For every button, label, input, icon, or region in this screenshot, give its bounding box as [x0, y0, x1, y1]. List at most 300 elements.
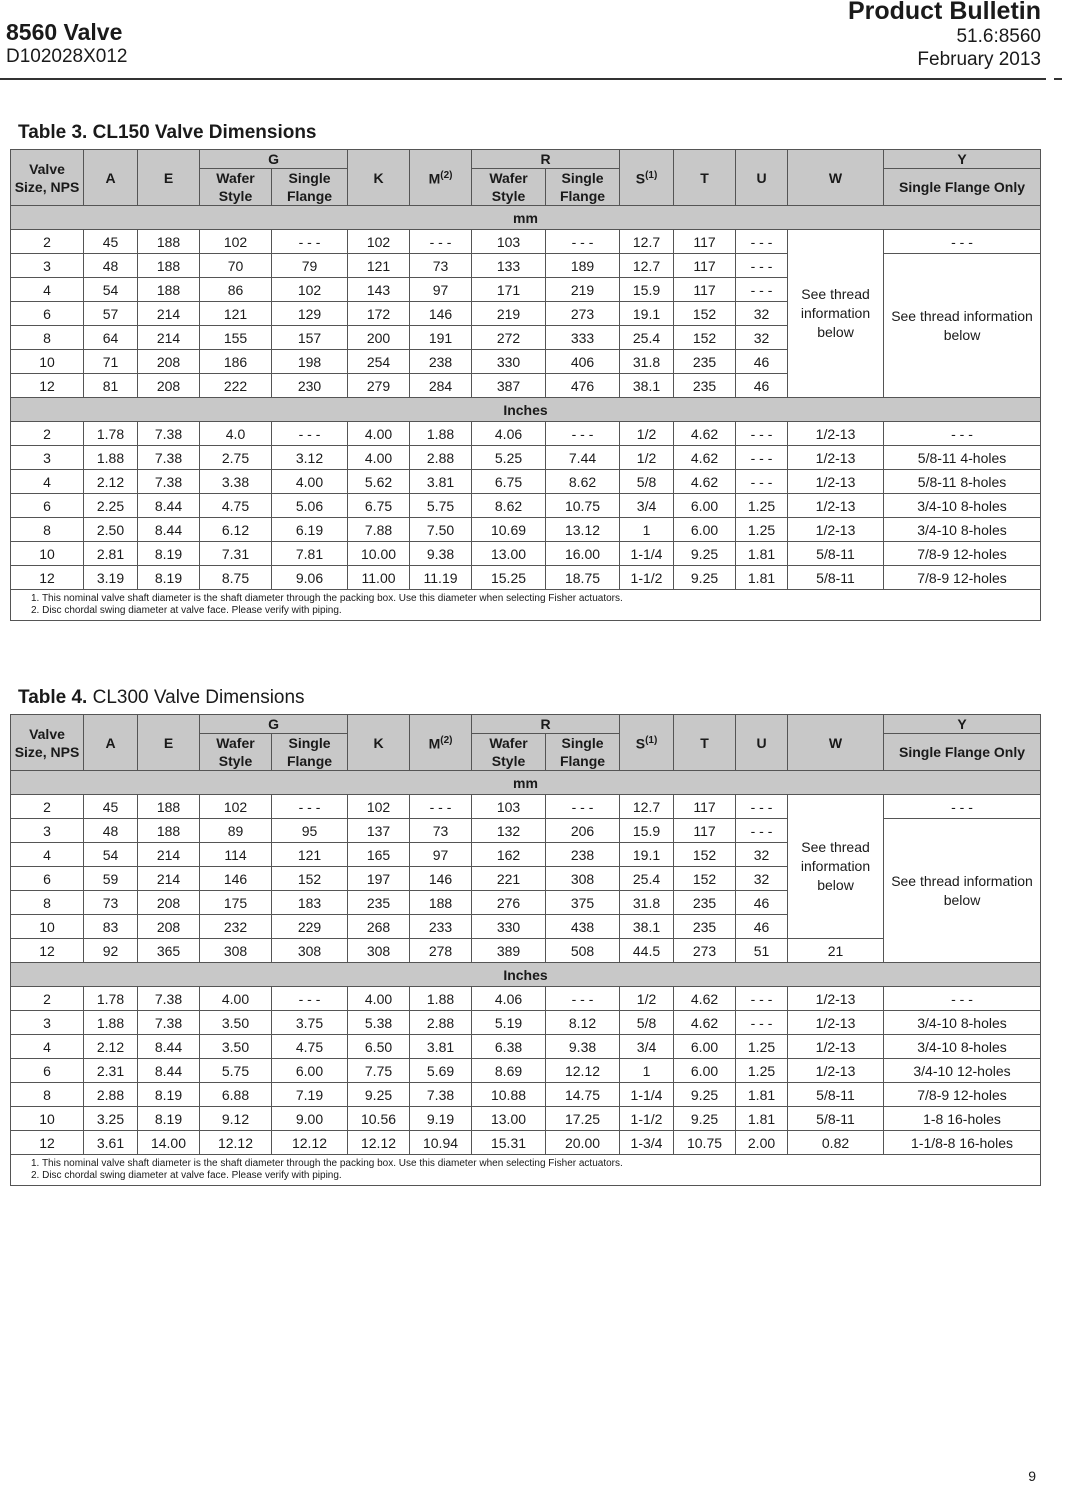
thread-note-w: See thread information below [788, 230, 884, 398]
table-cell: 12.7 [620, 795, 674, 819]
table-cell: 71 [84, 350, 138, 374]
table-cell: 333 [546, 326, 620, 350]
table-cell: - - - [736, 1011, 788, 1035]
table-cell: 272 [472, 326, 546, 350]
table-cell: 273 [674, 939, 736, 963]
table-cell: 103 [472, 230, 546, 254]
table-cell: 4.06 [472, 422, 546, 446]
table-cell: 117 [674, 819, 736, 843]
table-cell: 3 [11, 446, 84, 470]
table-cell: - - - [736, 422, 788, 446]
table-cell: 235 [674, 891, 736, 915]
table-row [11, 1083, 1041, 1107]
table-cell: 7.50 [410, 518, 472, 542]
table-cell: 1.25 [736, 1059, 788, 1083]
col-g-single: Single Flange [272, 734, 348, 771]
table-cell: 9.06 [272, 566, 348, 590]
table-cell: 6 [11, 302, 84, 326]
table-cell: 46 [736, 891, 788, 915]
table-cell: 114 [200, 843, 272, 867]
table-cell: 10.69 [472, 518, 546, 542]
table-cell: 5.75 [410, 494, 472, 518]
table-cell: 64 [84, 326, 138, 350]
table-cell: 8.19 [138, 542, 200, 566]
table-row [11, 230, 1041, 254]
table-row [11, 819, 1041, 843]
table-cell: 4.62 [674, 422, 736, 446]
table-cell: - - - [884, 987, 1041, 1011]
table-cell: 6.00 [674, 494, 736, 518]
table-cell: 188 [138, 278, 200, 302]
table-cell: 3.50 [200, 1011, 272, 1035]
col-r-single: Single Flange [546, 734, 620, 771]
table-cell: 13.12 [546, 518, 620, 542]
table-cell: 206 [546, 819, 620, 843]
table-cell: 9.25 [674, 1083, 736, 1107]
table-cell: 3/4-10 8-holes [884, 1011, 1041, 1035]
table-cell: 1/2-13 [788, 1011, 884, 1035]
table-cell: 12 [11, 1131, 84, 1155]
table-cell: 9.25 [674, 1107, 736, 1131]
unit-header: Inches [11, 398, 1041, 422]
table-row [11, 1107, 1041, 1131]
table-cell: 8.44 [138, 518, 200, 542]
unit-row-mm [11, 771, 1041, 795]
table-cell: 32 [736, 326, 788, 350]
table-cell: 10.94 [410, 1131, 472, 1155]
table-cell: 8.75 [200, 566, 272, 590]
table-cell: 330 [472, 350, 546, 374]
col-g: G [200, 150, 348, 169]
table-cell: 6 [11, 867, 84, 891]
table-cell: 129 [272, 302, 348, 326]
table-cell: 476 [546, 374, 620, 398]
table-cell: 117 [674, 230, 736, 254]
table-row [11, 566, 1041, 590]
table-cell: 308 [348, 939, 410, 963]
table-cell: 188 [138, 795, 200, 819]
table-cell: 235 [674, 374, 736, 398]
table-cell: 13.00 [472, 542, 546, 566]
table-cell: 191 [410, 326, 472, 350]
thread-note-y: See thread information below [884, 819, 1041, 963]
col-k: K [348, 715, 410, 771]
table-cell: 73 [84, 891, 138, 915]
table-cell: 86 [200, 278, 272, 302]
table-cell: 9.25 [674, 566, 736, 590]
table-cell: - - - [884, 422, 1041, 446]
table3 [10, 149, 1041, 621]
table-cell: 4 [11, 1035, 84, 1059]
table-cell: 1/2-13 [788, 494, 884, 518]
table-cell: 7.38 [138, 987, 200, 1011]
table-cell: 1-3/4 [620, 1131, 674, 1155]
table-cell: 146 [410, 302, 472, 326]
table-cell: 406 [546, 350, 620, 374]
table-cell: 1-1/2 [620, 566, 674, 590]
table-cell: 3.50 [200, 1035, 272, 1059]
table-cell: 7.81 [272, 542, 348, 566]
col-r-single: Single Flange [546, 169, 620, 206]
col-u: U [736, 715, 788, 771]
table-cell: - - - [884, 230, 1041, 254]
table-cell: 12 [11, 374, 84, 398]
table-cell: 6 [11, 1059, 84, 1083]
table-cell: 6.19 [272, 518, 348, 542]
col-r-wafer: Wafer Style [472, 734, 546, 771]
table-cell: 8 [11, 891, 84, 915]
table-cell: 2.31 [84, 1059, 138, 1083]
table-cell: 8.69 [472, 1059, 546, 1083]
table-cell: - - - [272, 795, 348, 819]
table-cell: 162 [472, 843, 546, 867]
table-cell: 438 [546, 915, 620, 939]
table-cell: 208 [138, 891, 200, 915]
table-cell: 8 [11, 518, 84, 542]
table-cell: 3.81 [410, 1035, 472, 1059]
table-cell: 5.75 [200, 1059, 272, 1083]
table-cell: 7.38 [138, 422, 200, 446]
table-cell: 208 [138, 350, 200, 374]
table-cell: 3 [11, 819, 84, 843]
table4-title: Table 4. CL300 Valve Dimensions [18, 687, 305, 708]
table-cell: - - - [546, 422, 620, 446]
col-g: G [200, 715, 348, 734]
table-cell: 5/8-11 [788, 1083, 884, 1107]
table-cell: 6.38 [472, 1035, 546, 1059]
table-cell: 4.62 [674, 470, 736, 494]
table-cell: 1/2-13 [788, 446, 884, 470]
table-cell: 38.1 [620, 374, 674, 398]
document-id: D102028X012 [6, 46, 128, 67]
table-cell: 8 [11, 1083, 84, 1107]
table-cell: 12.7 [620, 230, 674, 254]
table-cell: 188 [138, 819, 200, 843]
table-cell: 268 [348, 915, 410, 939]
table-cell: 3 [11, 254, 84, 278]
header-left [6, 18, 128, 68]
col-r: R [472, 715, 620, 734]
col-g-wafer: Wafer Style [200, 734, 272, 771]
table-cell: 4.00 [348, 987, 410, 1011]
table-cell: 25.4 [620, 326, 674, 350]
table-cell: 8 [11, 326, 84, 350]
table-cell: 46 [736, 374, 788, 398]
table-cell: 1/2-13 [788, 422, 884, 446]
table-cell: 188 [138, 230, 200, 254]
table-cell: 12.12 [200, 1131, 272, 1155]
table-cell: 171 [472, 278, 546, 302]
table-cell: 3.38 [200, 470, 272, 494]
table-cell: 9.38 [546, 1035, 620, 1059]
table-cell: 7.38 [410, 1083, 472, 1107]
table-cell: 365 [138, 939, 200, 963]
table-cell: 1/2 [620, 446, 674, 470]
table-cell: 9.00 [272, 1107, 348, 1131]
table-cell: 54 [84, 843, 138, 867]
table-cell: 5.19 [472, 1011, 546, 1035]
table-cell: 59 [84, 867, 138, 891]
table-cell: 3.19 [84, 566, 138, 590]
table-cell: 4.75 [200, 494, 272, 518]
table-cell: 5/8-11 [788, 1107, 884, 1131]
table-cell: 20.00 [546, 1131, 620, 1155]
table-cell: 4.62 [674, 446, 736, 470]
table-row [11, 254, 1041, 278]
table-cell: 375 [546, 891, 620, 915]
col-r: R [472, 150, 620, 169]
table-cell: 45 [84, 795, 138, 819]
table-cell: 197 [348, 867, 410, 891]
table-cell: 330 [472, 915, 546, 939]
col-w: W [788, 715, 884, 771]
table-cell: 9.25 [348, 1083, 410, 1107]
table-cell: 89 [200, 819, 272, 843]
table-cell: 2 [11, 422, 84, 446]
table-cell: 12.12 [348, 1131, 410, 1155]
col-y: Y [884, 150, 1041, 169]
table-cell: 31.8 [620, 350, 674, 374]
unit-header: mm [11, 206, 1041, 230]
table-cell: - - - [736, 795, 788, 819]
table-cell: 7.44 [546, 446, 620, 470]
table-cell: 238 [410, 350, 472, 374]
table3-title: Table 3. CL150 Valve Dimensions [18, 122, 317, 143]
table-row [11, 1059, 1041, 1083]
table-cell: 38.1 [620, 915, 674, 939]
table-cell: 48 [84, 819, 138, 843]
table-cell: 1/2-13 [788, 470, 884, 494]
table-cell: - - - [736, 254, 788, 278]
table-cell: 3/4-10 8-holes [884, 518, 1041, 542]
table-cell: 5.38 [348, 1011, 410, 1035]
table-cell: 2.50 [84, 518, 138, 542]
table-cell: 70 [200, 254, 272, 278]
table-cell: 279 [348, 374, 410, 398]
table-cell: 102 [348, 230, 410, 254]
table-cell: 5/8-11 [788, 542, 884, 566]
table-cell: 7.31 [200, 542, 272, 566]
table-cell: 1.88 [410, 987, 472, 1011]
table-row [11, 494, 1041, 518]
table-cell: 1.81 [736, 566, 788, 590]
table-cell: 230 [272, 374, 348, 398]
table-cell: 51 [736, 939, 788, 963]
col-y: Y [884, 715, 1041, 734]
table-cell: 3/4-10 12-holes [884, 1059, 1041, 1083]
table-cell: 7.38 [138, 446, 200, 470]
table-cell: 273 [546, 302, 620, 326]
table-cell: 10 [11, 1107, 84, 1131]
table-cell: 2 [11, 795, 84, 819]
table-cell: 15.31 [472, 1131, 546, 1155]
table-cell: 1/2-13 [788, 987, 884, 1011]
bulletin-date: February 2013 [917, 49, 1041, 70]
table-cell: 2.12 [84, 470, 138, 494]
table-cell: 4.62 [674, 987, 736, 1011]
col-a: A [84, 715, 138, 771]
table-cell: 5/8-11 8-holes [884, 470, 1041, 494]
table-cell: 4.00 [272, 470, 348, 494]
table-row [11, 987, 1041, 1011]
table-cell: 57 [84, 302, 138, 326]
table-cell: 10.00 [348, 542, 410, 566]
table-cell: 10.88 [472, 1083, 546, 1107]
header-right [848, 0, 1041, 71]
table-cell: 3.25 [84, 1107, 138, 1131]
col-k: K [348, 150, 410, 206]
table-cell: 1-1/4 [620, 1083, 674, 1107]
table-cell: 1-1/8-8 16-holes [884, 1131, 1041, 1155]
table-cell: 208 [138, 374, 200, 398]
table-cell: 186 [200, 350, 272, 374]
table-cell: 2 [11, 230, 84, 254]
table-cell: 6.00 [674, 1035, 736, 1059]
table-cell: 10.75 [674, 1131, 736, 1155]
col-valve-size: Valve Size, NPS [11, 715, 84, 771]
table-cell: 48 [84, 254, 138, 278]
table-cell: 5.25 [472, 446, 546, 470]
table-cell: 235 [348, 891, 410, 915]
table-cell: 6 [11, 494, 84, 518]
note-2: 2. Disc chordal swing diameter at valve face. Please verify with piping. [31, 605, 342, 616]
table-cell: 3.61 [84, 1131, 138, 1155]
table-cell: 3/4 [620, 494, 674, 518]
table-cell: 188 [410, 891, 472, 915]
table-cell: 229 [272, 915, 348, 939]
table-cell: - - - [546, 230, 620, 254]
table-cell: 152 [674, 326, 736, 350]
header-rule [0, 78, 1046, 80]
thread-note-y: See thread information below [884, 254, 1041, 398]
table-cell: 97 [410, 843, 472, 867]
table-cell: 2.00 [736, 1131, 788, 1155]
table-cell: 8.12 [546, 1011, 620, 1035]
table-cell: 238 [546, 843, 620, 867]
table-row [11, 542, 1041, 566]
table-cell: 9.19 [410, 1107, 472, 1131]
table-row [11, 470, 1041, 494]
table-cell: 222 [200, 374, 272, 398]
table-cell: 2.88 [410, 1011, 472, 1035]
table-cell: 81 [84, 374, 138, 398]
table-cell: 0.82 [788, 1131, 884, 1155]
table-cell: 10 [11, 915, 84, 939]
table-cell: 117 [674, 795, 736, 819]
table-cell: 14.00 [138, 1131, 200, 1155]
table-cell: 133 [472, 254, 546, 278]
table-cell: 19.1 [620, 302, 674, 326]
table-cell: 1.81 [736, 1107, 788, 1131]
table-cell: 137 [348, 819, 410, 843]
table-cell: 4.75 [272, 1035, 348, 1059]
col-y-single-only: Single Flange Only [884, 734, 1041, 771]
table-cell: 1.81 [736, 542, 788, 566]
table-cell: 9.25 [674, 542, 736, 566]
table-cell: 278 [410, 939, 472, 963]
note-1: 1. This nominal valve shaft diameter is the shaft diameter through the packing box. Use this diameter when selecting Fisher actuators. [31, 593, 623, 604]
table-cell: 146 [410, 867, 472, 891]
table-cell: - - - [272, 987, 348, 1011]
col-y-single-only: Single Flange Only [884, 169, 1041, 206]
table-cell: 1 [620, 518, 674, 542]
table-cell: 308 [546, 867, 620, 891]
table-cell: - - - [410, 795, 472, 819]
table-cell: 5/8-11 4-holes [884, 446, 1041, 470]
unit-header: mm [11, 771, 1041, 795]
col-t: T [674, 150, 736, 206]
bulletin-title: Product Bulletin [847, 0, 1041, 25]
table-cell: 117 [674, 254, 736, 278]
table-cell: 4.00 [348, 446, 410, 470]
table-cell: 152 [674, 843, 736, 867]
table-cell: 7.75 [348, 1059, 410, 1083]
table-cell: 132 [472, 819, 546, 843]
table-cell: 214 [138, 843, 200, 867]
table-cell: 102 [348, 795, 410, 819]
bulletin-number: 51.6:8560 [956, 26, 1041, 47]
table-cell: 3 [11, 1011, 84, 1035]
table-cell: 1.78 [84, 422, 138, 446]
thread-note-w: See thread information below [788, 795, 884, 939]
col-g-single: Single Flange [272, 169, 348, 206]
table-cell: 3/4 [620, 1035, 674, 1059]
table-cell: - - - [272, 230, 348, 254]
table-cell: - - - [736, 230, 788, 254]
table-row [11, 1035, 1041, 1059]
table-cell: 7.38 [138, 1011, 200, 1035]
table-cell: 1.25 [736, 1035, 788, 1059]
col-m: $M^{(2)}$ [410, 715, 472, 771]
table-cell: 1.81 [736, 1083, 788, 1107]
table-cell: 121 [272, 843, 348, 867]
table-cell: 11.19 [410, 566, 472, 590]
table-cell: 102 [272, 278, 348, 302]
table-cell: 4.06 [472, 987, 546, 1011]
table-cell: 1 [620, 1059, 674, 1083]
table-cell: 254 [348, 350, 410, 374]
table-cell: 8.62 [472, 494, 546, 518]
unit-header: Inches [11, 963, 1041, 987]
table-cell: 232 [200, 915, 272, 939]
table-cell: 7/8-9 12-holes [884, 542, 1041, 566]
table-cell: 208 [138, 915, 200, 939]
table-cell: 121 [348, 254, 410, 278]
table-cell: 1/2-13 [788, 1059, 884, 1083]
table-cell: 1.88 [84, 1011, 138, 1035]
table-cell: 5/8 [620, 1011, 674, 1035]
table-cell: - - - [736, 819, 788, 843]
table-row [11, 1131, 1041, 1155]
table-cell: 219 [472, 302, 546, 326]
table-cell: 9.12 [200, 1107, 272, 1131]
table-cell: 188 [138, 254, 200, 278]
table-cell: 284 [410, 374, 472, 398]
table-row [11, 795, 1041, 819]
table-row [11, 422, 1041, 446]
table-cell: - - - [410, 230, 472, 254]
table-cell: 32 [736, 302, 788, 326]
table-cell: 2.81 [84, 542, 138, 566]
table-cell: 46 [736, 350, 788, 374]
table-cell: 276 [472, 891, 546, 915]
table-cell: 200 [348, 326, 410, 350]
table-cell: 13.00 [472, 1107, 546, 1131]
table-cell: 8.19 [138, 1083, 200, 1107]
table-cell: 5/8 [620, 470, 674, 494]
table-cell: 73 [410, 254, 472, 278]
table-cell: 4.00 [348, 422, 410, 446]
